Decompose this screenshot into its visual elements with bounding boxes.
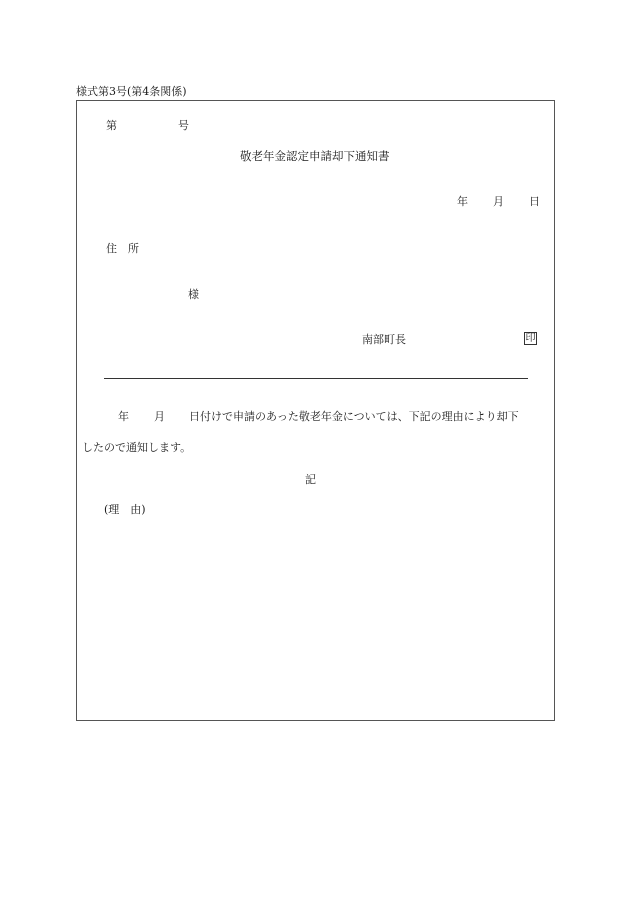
reason-label: (理 由) — [104, 503, 146, 516]
body-text-line2: したので通知します。 — [82, 441, 192, 454]
ki-heading: 記 — [305, 473, 316, 486]
date-day: 日 — [529, 195, 540, 208]
body-month: 月 — [154, 410, 165, 423]
seal-mark: 印 — [525, 333, 536, 344]
body-text-line1: 日付けで申請のあった敬老年金については、下記の理由により却下 — [189, 410, 519, 423]
address-label: 住 所 — [106, 242, 139, 255]
issuer-name: 南部町長 — [362, 333, 406, 346]
addressee-honorific: 様 — [188, 288, 199, 301]
form-number-label: 様式第3号(第4条関係) — [76, 85, 187, 98]
divider-line — [104, 378, 528, 379]
date-month: 月 — [493, 195, 504, 208]
date-year: 年 — [457, 195, 468, 208]
document-number-prefix: 第 — [106, 119, 117, 132]
body-year: 年 — [118, 410, 129, 423]
document-number-suffix: 号 — [178, 119, 189, 132]
document-title: 敬老年金認定申請却下通知書 — [240, 149, 390, 163]
